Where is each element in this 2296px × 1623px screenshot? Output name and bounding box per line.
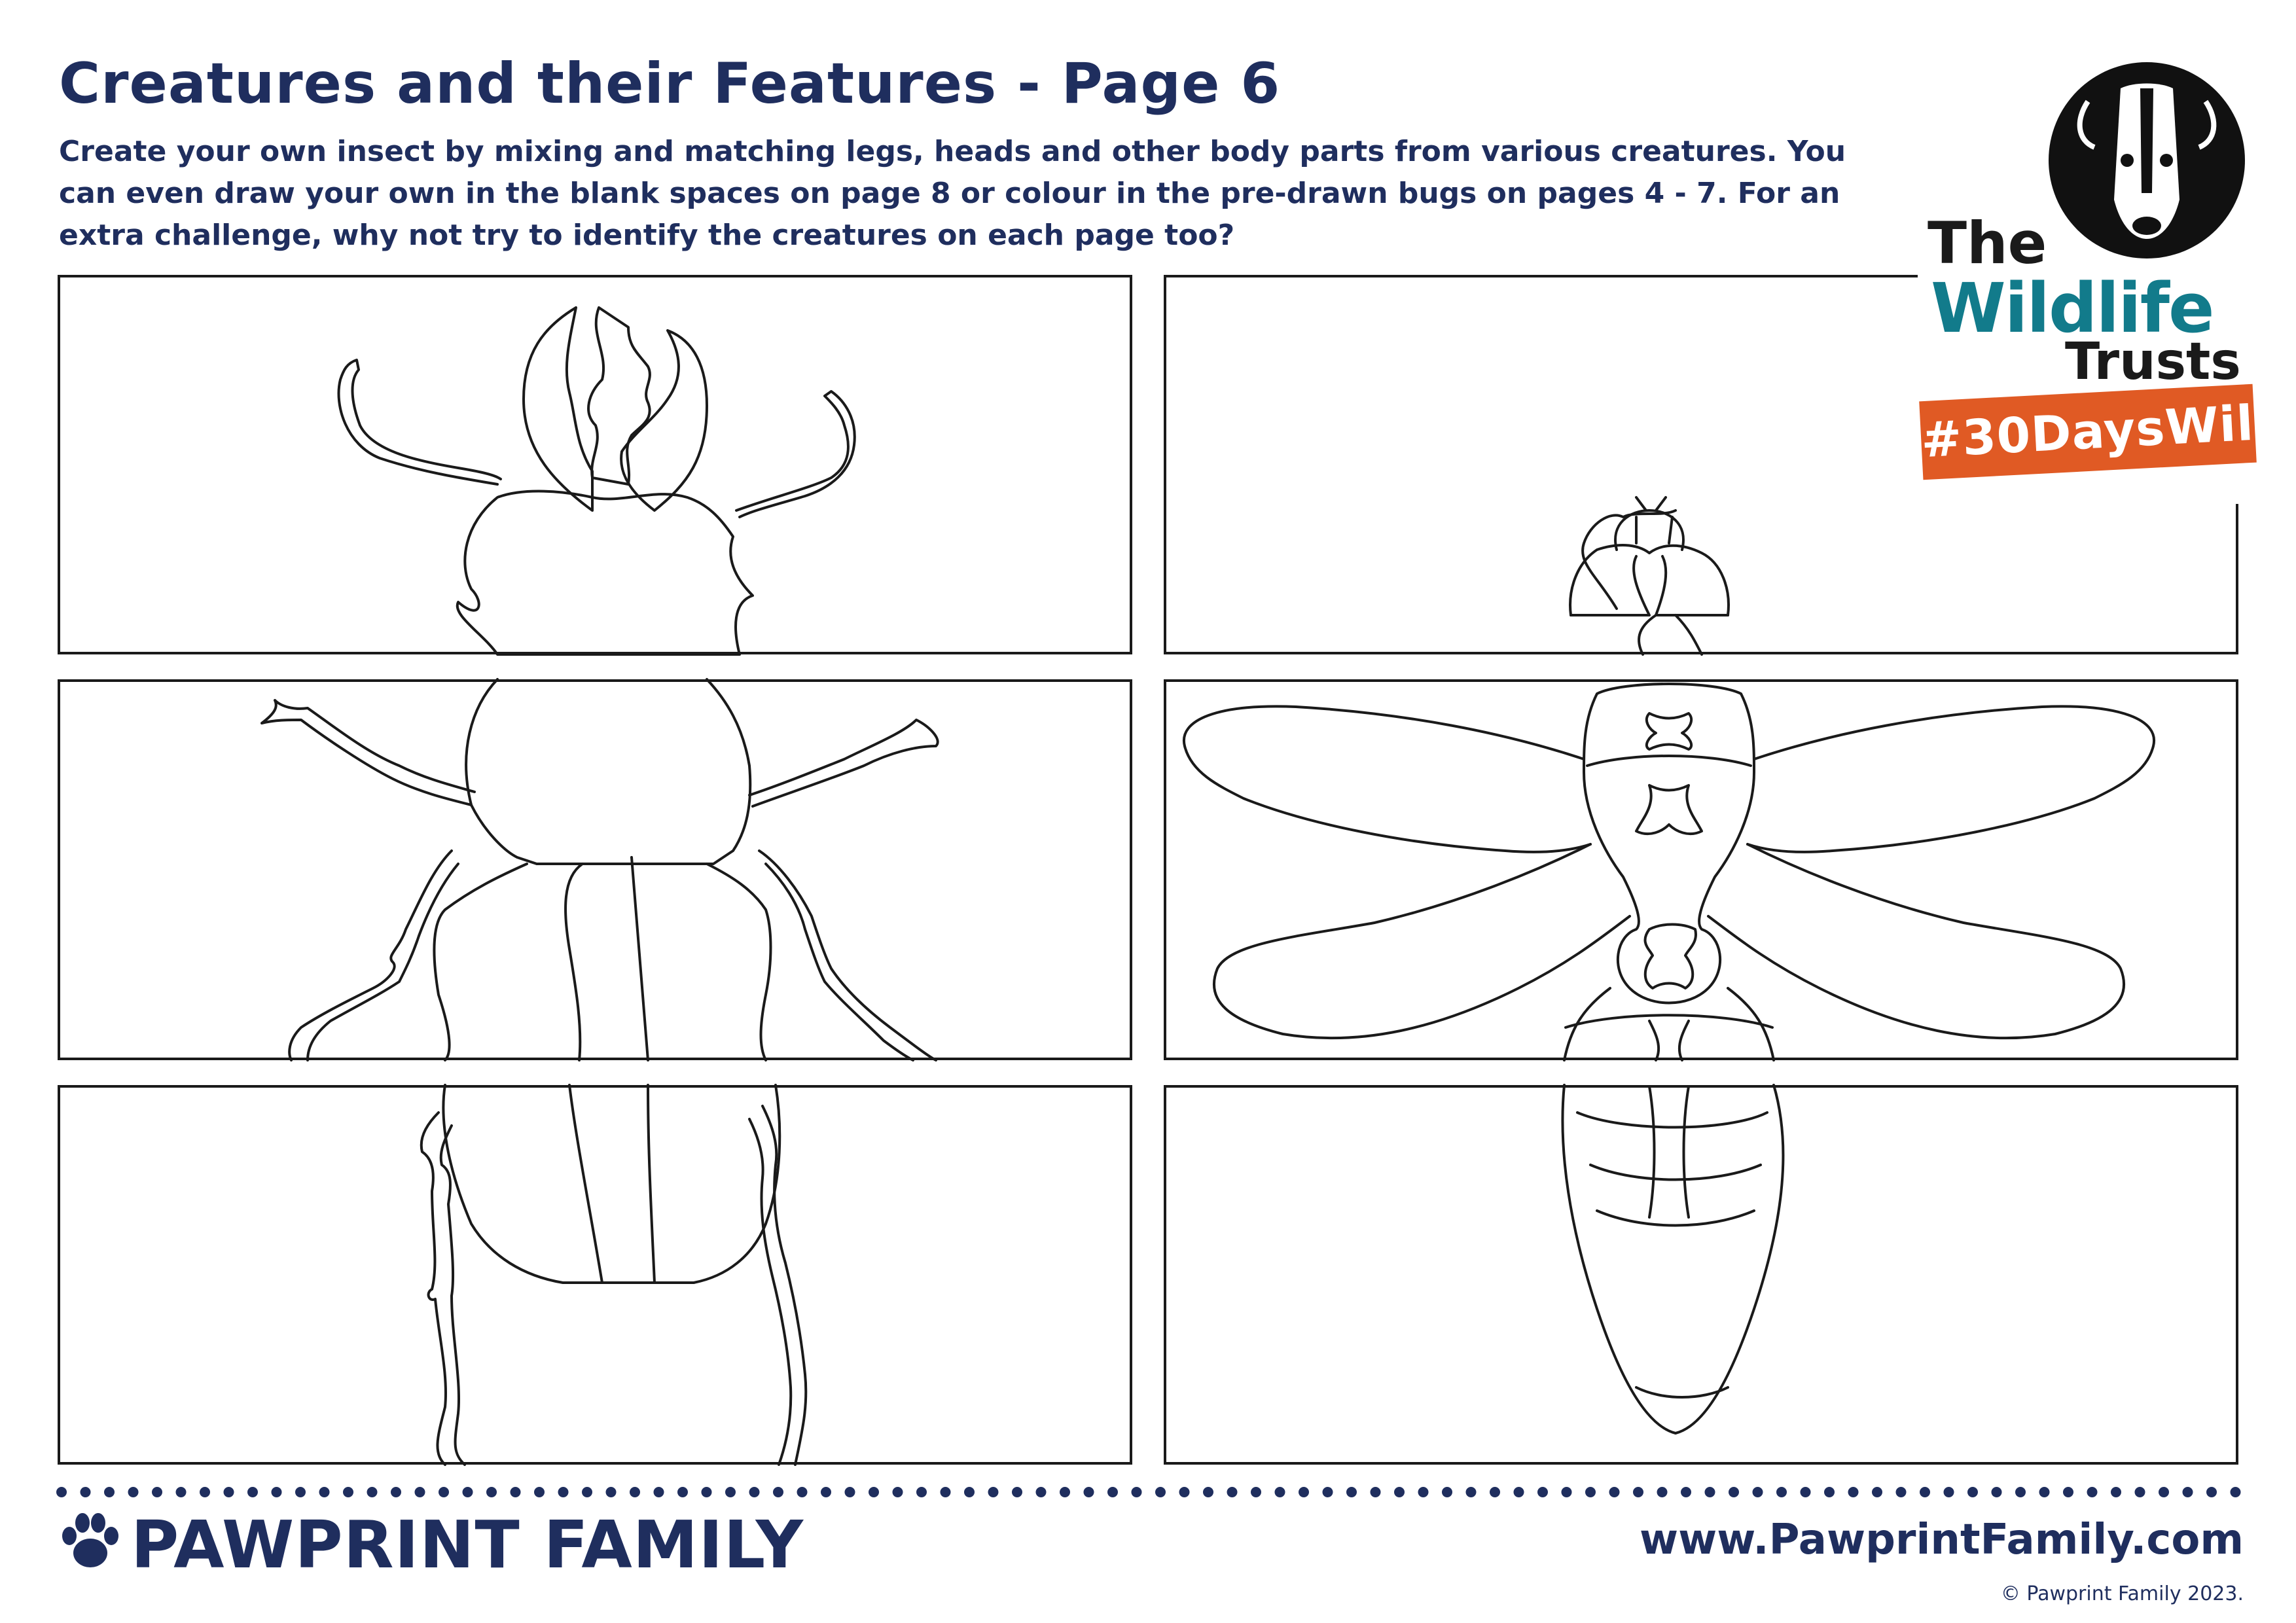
divider-dot bbox=[1967, 1487, 1978, 1497]
divider-dot bbox=[1992, 1487, 2002, 1497]
divider-dot bbox=[558, 1487, 569, 1497]
divider-dot bbox=[343, 1487, 353, 1497]
divider-dot bbox=[176, 1487, 187, 1497]
divider-dot bbox=[128, 1487, 139, 1497]
divider-dot bbox=[606, 1487, 617, 1497]
divider-dot bbox=[1442, 1487, 1452, 1497]
divider-dot bbox=[2135, 1487, 2145, 1497]
divider-dot bbox=[630, 1487, 640, 1497]
divider-dot bbox=[1275, 1487, 1285, 1497]
divider-dot bbox=[1418, 1487, 1429, 1497]
divider-dot bbox=[1132, 1487, 1142, 1497]
divider-dot bbox=[582, 1487, 592, 1497]
divider-dot bbox=[1323, 1487, 1333, 1497]
divider-dot bbox=[1562, 1487, 1572, 1497]
divider-dot bbox=[2183, 1487, 2193, 1497]
divider-dot bbox=[56, 1487, 67, 1497]
fly-thorax-wings-drawing bbox=[1184, 684, 2154, 1060]
divider-dot bbox=[1107, 1487, 1118, 1497]
divider-dot bbox=[797, 1487, 808, 1497]
divider-dot bbox=[869, 1487, 879, 1497]
divider-dot bbox=[2159, 1487, 2169, 1497]
divider-dot bbox=[1705, 1487, 1715, 1497]
beetle-abdomen-drawing bbox=[422, 1085, 806, 1465]
divider-dot bbox=[1729, 1487, 1739, 1497]
divider-dot bbox=[1203, 1487, 1213, 1497]
badger-icon bbox=[2049, 62, 2245, 259]
divider-dot bbox=[1251, 1487, 1261, 1497]
copyright-text: © Pawprint Family 2023. bbox=[2000, 1582, 2244, 1605]
beetle-head-drawing bbox=[339, 308, 855, 654]
dotted-divider bbox=[56, 1484, 2242, 1500]
page-title: Creatures and their Features - Page 6 bbox=[59, 51, 1281, 116]
divider-dot bbox=[1394, 1487, 1405, 1497]
divider-dot bbox=[1346, 1487, 1357, 1497]
divider-dot bbox=[1776, 1487, 1787, 1497]
divider-dot bbox=[391, 1487, 401, 1497]
divider-dot bbox=[773, 1487, 783, 1497]
divider-dot bbox=[2039, 1487, 2050, 1497]
divider-dot bbox=[2231, 1487, 2241, 1497]
divider-dot bbox=[821, 1487, 831, 1497]
divider-dot bbox=[1179, 1487, 1190, 1497]
divider-dot bbox=[1490, 1487, 1500, 1497]
divider-dot bbox=[941, 1487, 951, 1497]
divider-dot bbox=[1514, 1487, 1524, 1497]
divider-dot bbox=[988, 1487, 999, 1497]
divider-dot bbox=[964, 1487, 975, 1497]
divider-dot bbox=[749, 1487, 760, 1497]
divider-dot bbox=[654, 1487, 664, 1497]
divider-dot bbox=[2111, 1487, 2121, 1497]
divider-dot bbox=[2087, 1487, 2098, 1497]
divider-dot bbox=[415, 1487, 425, 1497]
website-link[interactable]: www.PawprintFamily.com bbox=[1639, 1516, 2244, 1564]
divider-dot bbox=[1060, 1487, 1070, 1497]
divider-dot bbox=[1801, 1487, 1811, 1497]
divider-dot bbox=[319, 1487, 330, 1497]
divider-dot bbox=[1657, 1487, 1668, 1497]
divider-dot bbox=[1633, 1487, 1643, 1497]
paw-icon bbox=[58, 1508, 123, 1574]
divider-dot bbox=[1848, 1487, 1859, 1497]
divider-dot bbox=[1585, 1487, 1596, 1497]
divider-dot bbox=[152, 1487, 162, 1497]
intro-text: Create your own insect by mixing and matching legs, heads and other body parts from various creatures. You can even draw your own in the blank spaces on page 8 or colour in the pre-drawn bugs on pages 4 - 7. For an extra challenge, why not try to identify the creatures on each page too? bbox=[59, 135, 1846, 252]
divider-dot bbox=[1896, 1487, 1907, 1497]
divider-dot bbox=[367, 1487, 378, 1497]
divider-dot bbox=[1299, 1487, 1309, 1497]
divider-dot bbox=[1609, 1487, 1620, 1497]
divider-dot bbox=[1012, 1487, 1022, 1497]
brand-name: PAWPRINT FAMILY bbox=[131, 1507, 804, 1583]
divider-dot bbox=[1227, 1487, 1238, 1497]
divider-dot bbox=[702, 1487, 712, 1497]
fly-head-drawing bbox=[1570, 497, 1729, 654]
logo-trusts: Trusts bbox=[2065, 332, 2241, 391]
divider-dot bbox=[224, 1487, 234, 1497]
divider-dot bbox=[104, 1487, 115, 1497]
divider-dot bbox=[1753, 1487, 1763, 1497]
hashtag-badge: #30DaysWild bbox=[1919, 384, 2257, 480]
divider-dot bbox=[1155, 1487, 1166, 1497]
divider-dot bbox=[486, 1487, 497, 1497]
divider-dot bbox=[1537, 1487, 1548, 1497]
divider-dot bbox=[2015, 1487, 2026, 1497]
divider-dot bbox=[2063, 1487, 2073, 1497]
divider-dot bbox=[1084, 1487, 1094, 1497]
divider-dot bbox=[1944, 1487, 1954, 1497]
divider-dot bbox=[845, 1487, 855, 1497]
beetle-thorax-drawing bbox=[262, 679, 938, 1060]
logo-wildlife: Wildlife bbox=[1931, 268, 2214, 348]
divider-dot bbox=[677, 1487, 688, 1497]
divider-dot bbox=[1466, 1487, 1477, 1497]
divider-dot bbox=[511, 1487, 521, 1497]
divider-dot bbox=[439, 1487, 449, 1497]
divider-dot bbox=[893, 1487, 903, 1497]
divider-dot bbox=[1681, 1487, 1691, 1497]
divider-dot bbox=[1824, 1487, 1835, 1497]
divider-dot bbox=[1920, 1487, 1930, 1497]
divider-dot bbox=[200, 1487, 210, 1497]
divider-dot bbox=[295, 1487, 306, 1497]
divider-dot bbox=[272, 1487, 282, 1497]
logo-the: The bbox=[1928, 209, 2047, 277]
divider-dot bbox=[1371, 1487, 1381, 1497]
divider-dot bbox=[725, 1487, 736, 1497]
divider-dot bbox=[2206, 1487, 2217, 1497]
divider-dot bbox=[463, 1487, 473, 1497]
divider-dot bbox=[916, 1487, 927, 1497]
divider-dot bbox=[247, 1487, 258, 1497]
divider-dot bbox=[1872, 1487, 1882, 1497]
divider-dot bbox=[1036, 1487, 1047, 1497]
divider-dot bbox=[81, 1487, 91, 1497]
fly-abdomen-drawing bbox=[1562, 1085, 1783, 1433]
divider-dot bbox=[534, 1487, 545, 1497]
